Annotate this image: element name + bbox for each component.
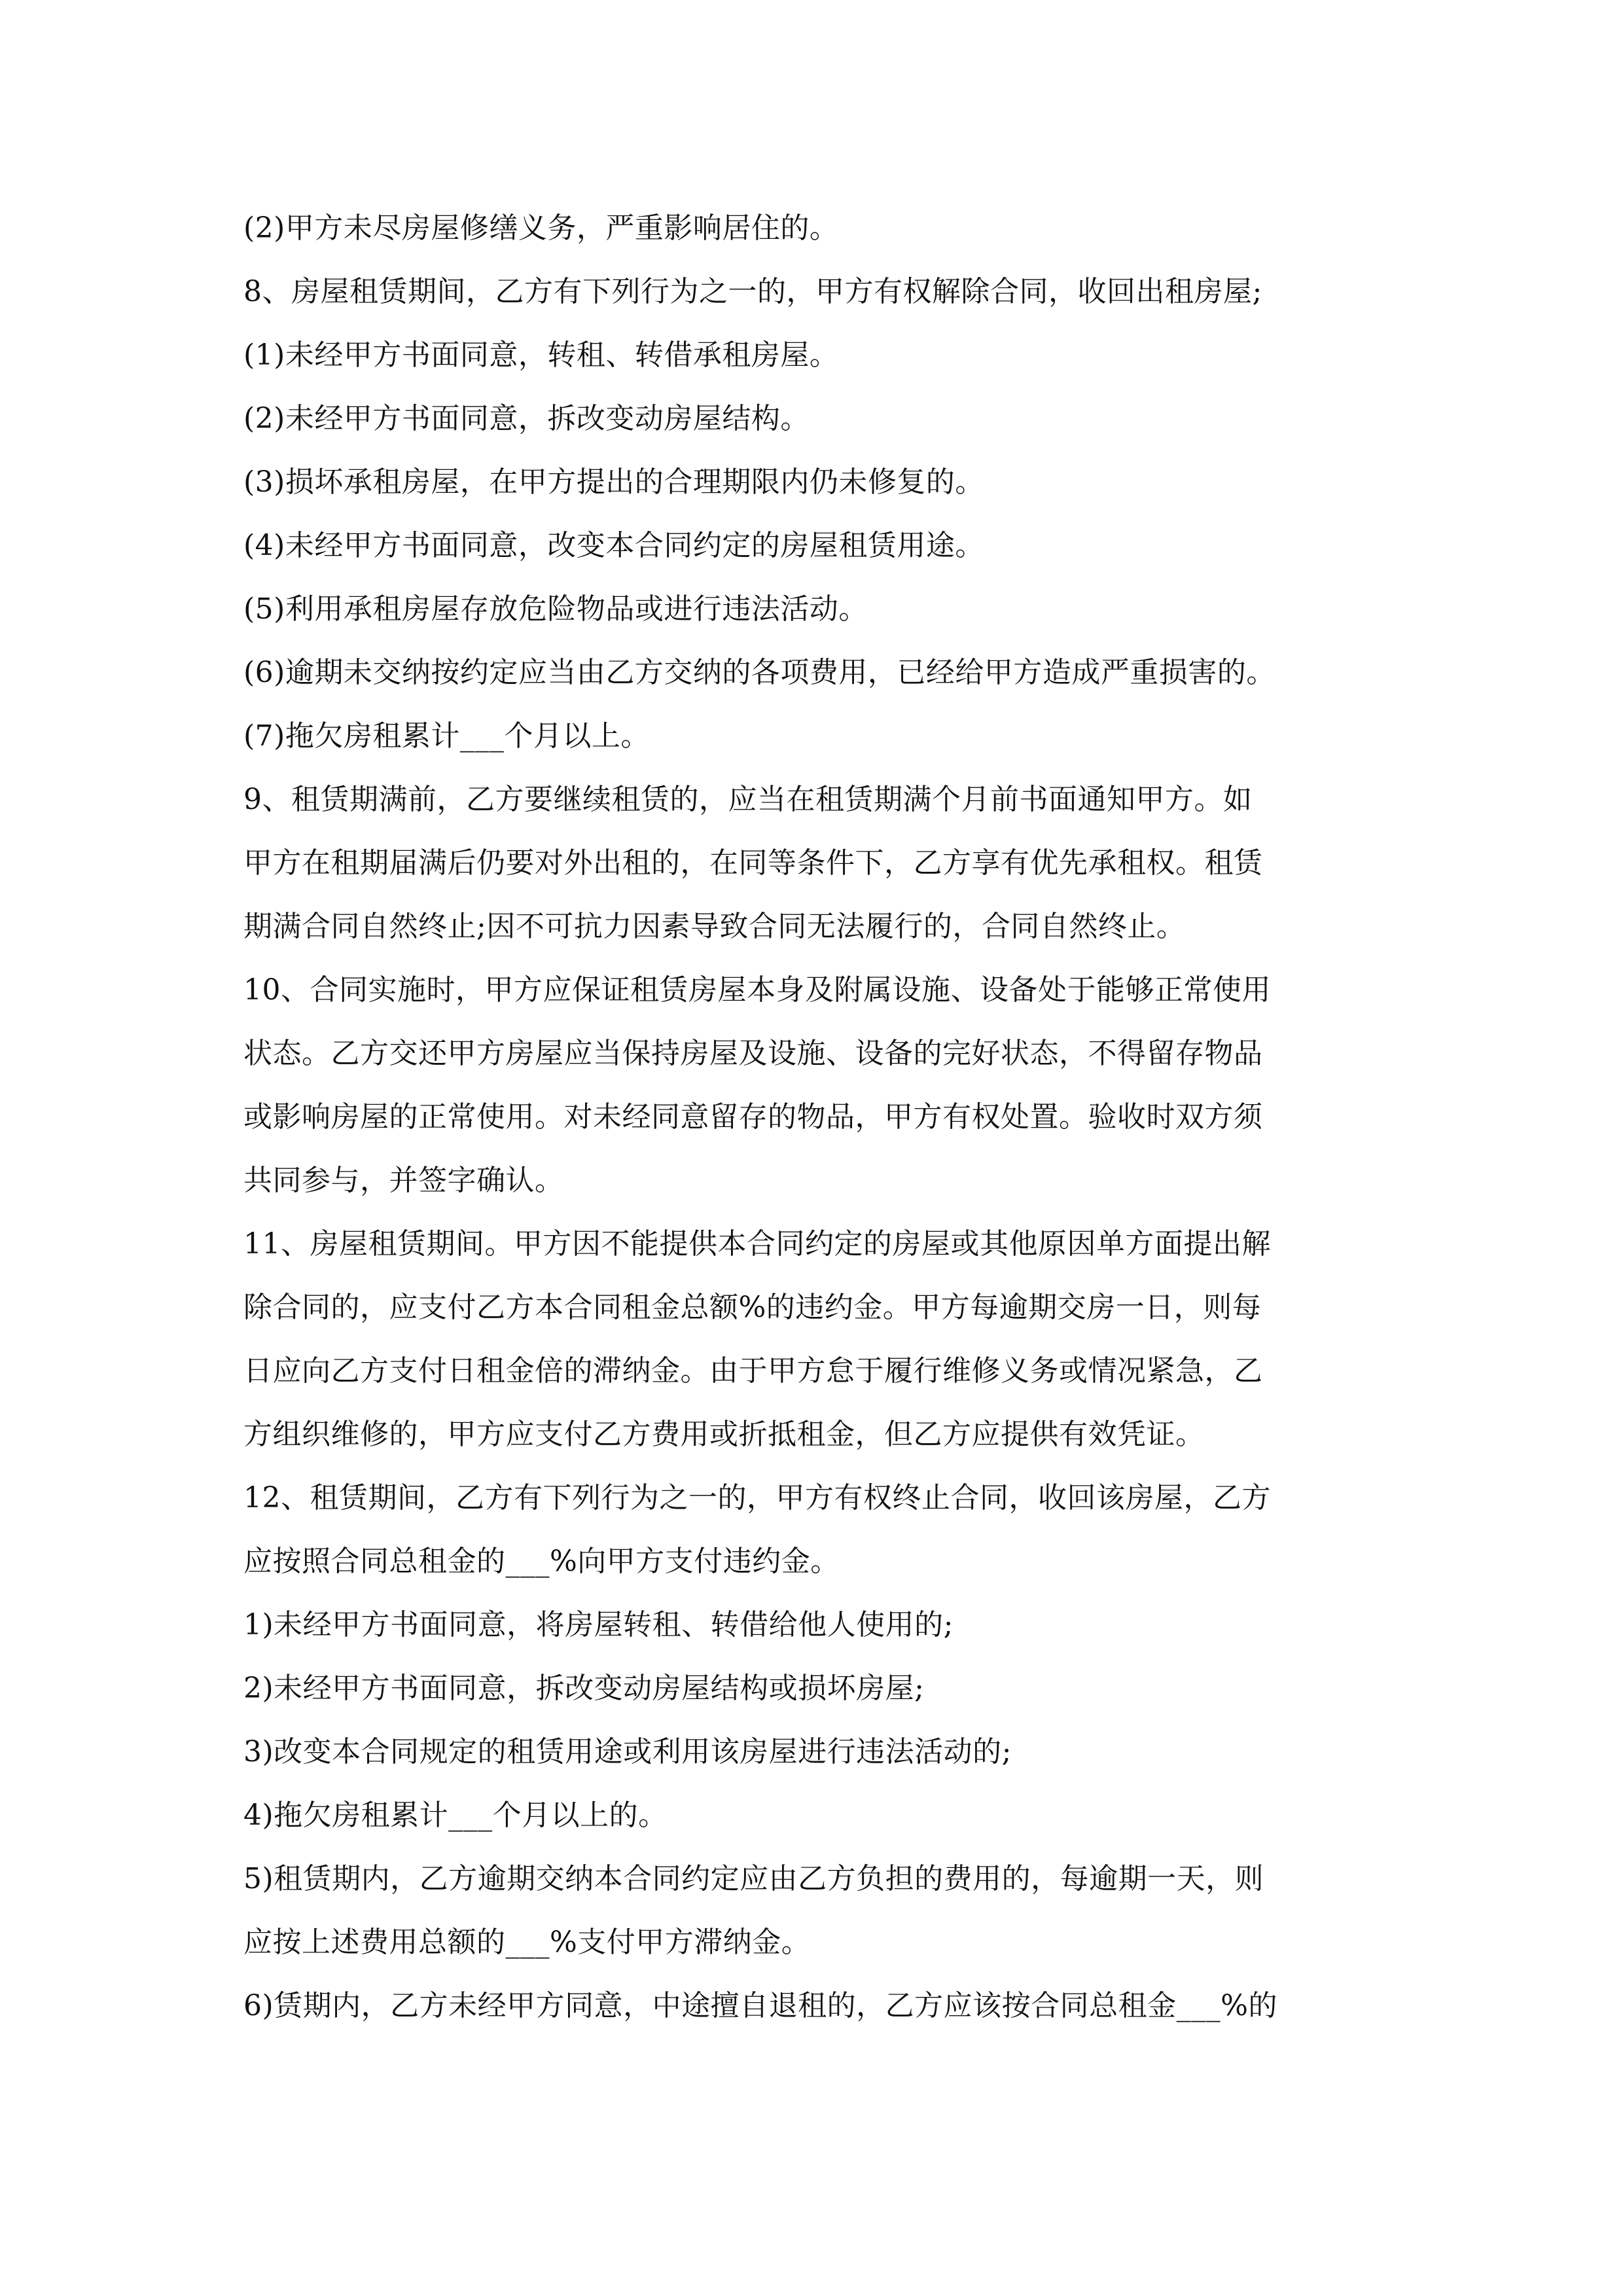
text-line: 甲方在租期届满后仍要对外出租的，在同等条件下，乙方享有优先承租权。租赁 bbox=[243, 846, 1263, 880]
text-line: 12、租赁期间，乙方有下列行为之一的，甲方有权终止合同，收回该房屋，乙方 bbox=[243, 1481, 1271, 1515]
text-line: 方组织维修的，甲方应支付乙方费用或折抵租金，但乙方应提供有效凭证。 bbox=[243, 1418, 1205, 1451]
text-line: 除合同的，应支付乙方本合同租金总额%的违约金。甲方每逾期交房一日，则每 bbox=[243, 1291, 1262, 1324]
text-line: 或影响房屋的正常使用。对未经同意留存的物品，甲方有权处置。验收时双方须 bbox=[243, 1100, 1263, 1134]
text-line: (2)甲方未尽房屋修缮义务，严重影响居住的。 bbox=[243, 211, 839, 245]
text-line: 期满合同自然终止;因不可抗力因素导致合同无法履行的，合同自然终止。 bbox=[243, 910, 1186, 943]
text-line: 9、租赁期满前，乙方要继续租赁的，应当在租赁期满个月前书面通知甲方。如 bbox=[243, 783, 1253, 816]
text-line: 状态。乙方交还甲方房屋应当保持房屋及设施、设备的完好状态，不得留存物品 bbox=[243, 1037, 1263, 1070]
text-line: 6)赁期内，乙方未经甲方同意，中途擅自退租的，乙方应该按合同总租金___%的 bbox=[243, 1989, 1277, 2022]
text-line: (3)损坏承租房屋，在甲方提出的合理期限内仍未修复的。 bbox=[243, 465, 984, 499]
text-line: (6)逾期未交纳按约定应当由乙方交纳的各项费用，已经给甲方造成严重损害的。 bbox=[243, 656, 1275, 689]
text-line: 5)租赁期内，乙方逾期交纳本合同约定应由乙方负担的费用的，每逾期一天，则 bbox=[243, 1862, 1264, 1895]
text-line: 日应向乙方支付日租金倍的滞纳金。由于甲方怠于履行维修义务或情况紧急，乙 bbox=[243, 1354, 1263, 1388]
text-line: 共同参与，并签字确认。 bbox=[243, 1164, 564, 1197]
text-line: (1)未经甲方书面同意，转租、转借承租房屋。 bbox=[243, 338, 839, 372]
text-line: 8、房屋租赁期间，乙方有下列行为之一的，甲方有权解除合同，收回出租房屋; bbox=[243, 275, 1262, 308]
text-line: (4)未经甲方书面同意，改变本合同约定的房屋租赁用途。 bbox=[243, 529, 984, 562]
document-body bbox=[243, 196, 1395, 2037]
text-line: (7)拖欠房租累计___个月以上。 bbox=[243, 719, 650, 753]
text-line: 10、合同实施时，甲方应保证租赁房屋本身及附属设施、设备处于能够正常使用 bbox=[243, 973, 1271, 1007]
text-line: 4)拖欠房租累计___个月以上的。 bbox=[243, 1799, 668, 1832]
text-line: 11、房屋租赁期间。甲方因不能提供本合同约定的房屋或其他原因单方面提出解 bbox=[243, 1227, 1271, 1261]
text-line: 1)未经甲方书面同意，将房屋转租、转借给他人使用的; bbox=[243, 1608, 954, 1641]
text-line: (2)未经甲方书面同意，拆改变动房屋结构。 bbox=[243, 402, 810, 435]
text-line: 应按上述费用总额的___%支付甲方滞纳金。 bbox=[243, 1926, 811, 1959]
text-line: (5)利用承租房屋存放危险物品或进行违法活动。 bbox=[243, 592, 868, 626]
text-line: 2)未经甲方书面同意，拆改变动房屋结构或损坏房屋; bbox=[243, 1672, 925, 1705]
text-line: 3)改变本合同规定的租赁用途或利用该房屋进行违法活动的; bbox=[243, 1735, 1012, 1768]
text-line: 应按照合同总租金的___%向甲方支付违约金。 bbox=[243, 1545, 840, 1578]
